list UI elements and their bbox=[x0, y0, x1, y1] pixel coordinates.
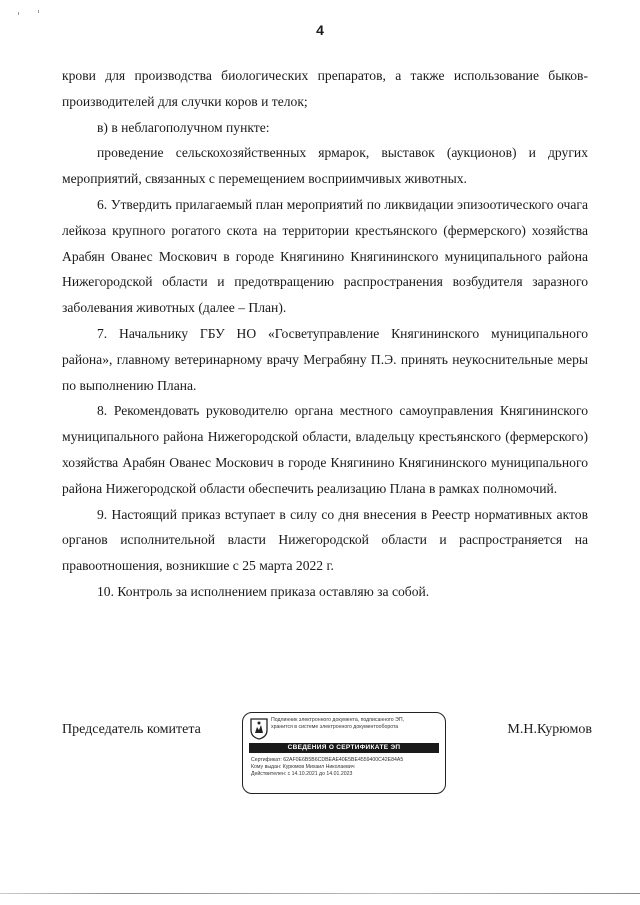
scan-artifact bbox=[18, 12, 19, 15]
coat-of-arms-icon bbox=[250, 718, 268, 740]
page-number: 4 bbox=[316, 22, 324, 38]
electronic-signature-stamp bbox=[242, 712, 446, 794]
stamp-notice-line: хранится в системе электронного документооборота bbox=[271, 723, 399, 730]
certificate-number: Сертификат: 62AF0E6B5B6CDBEAE40E5BE4559400C42E84A5 bbox=[251, 757, 404, 763]
stamp-notice-line: Подлинник электронного документа, подписанного ЭП, bbox=[271, 717, 405, 723]
signer-name: М.Н.Курюмов bbox=[507, 722, 592, 737]
signer-title: Председатель комитета bbox=[62, 722, 201, 737]
scan-bottom-edge bbox=[0, 893, 640, 894]
stamp-notice bbox=[271, 717, 439, 730]
document-body bbox=[62, 63, 588, 605]
scan-artifact bbox=[38, 10, 39, 13]
paragraph-restriction: проведение сельскохозяйственных ярмарок, выставок (аукционов) и других мероприятий, связанных с перемещением восприимчивых животных. bbox=[62, 145, 588, 187]
certificate-validity: Действителен: с 14.10.2021 до 14.01.2023 bbox=[251, 771, 353, 777]
paragraph-item-9: 9. Настоящий приказ вступает в силу со дня внесения в Реестр нормативных актов органов исполнительной власти Нижегородской области и распространяется на правоотношения, возникшие с 25 марта 2022 г. bbox=[62, 506, 588, 574]
certificate-details bbox=[251, 757, 443, 778]
paragraph-subitem-v: в) в неблагополучном пункте: bbox=[97, 119, 270, 135]
paragraph-item-8: 8. Рекомендовать руководителю органа местного самоуправления Княгининского муниципального района Нижегородской области, владельцу крестьянского (фермерского) хозяйства Арабян Ованес Москович в городе Княгинино Княгининского муниципального района Нижегородской области обеспечить реализацию Плана в рамках полномочий. bbox=[62, 403, 588, 496]
certificate-owner: Кому выдан: Курюмов Михаил Николаевич bbox=[251, 764, 355, 770]
signature-block bbox=[62, 712, 592, 792]
paragraph-item-7: 7. Начальнику ГБУ НО «Госветуправление Княгининского муниципального района», главному ветеринарному врачу Меграбяну П.Э. принять неукоснительные меры по выполнению Плана. bbox=[62, 325, 588, 393]
paragraph-continuation: крови для производства биологических препаратов, а также использование быков-производителей для случки коров и телок; bbox=[62, 68, 588, 109]
stamp-banner: СВЕДЕНИЯ О СЕРТИФИКАТЕ ЭП bbox=[249, 743, 439, 753]
paragraph-item-10: 10. Контроль за исполнением приказа оставляю за собой. bbox=[97, 583, 430, 599]
paragraph-item-6: 6. Утвердить прилагаемый план мероприятий по ликвидации эпизоотического очага лейкоза крупного рогатого скота на территории крестьянского (фермерского) хозяйства Арабян Ованес Москович в городе Княгинино Княгининского муниципального района Нижегородской области и предотвращению распространения возбудителя заразного заболевания животных (далее – План). bbox=[62, 196, 588, 316]
